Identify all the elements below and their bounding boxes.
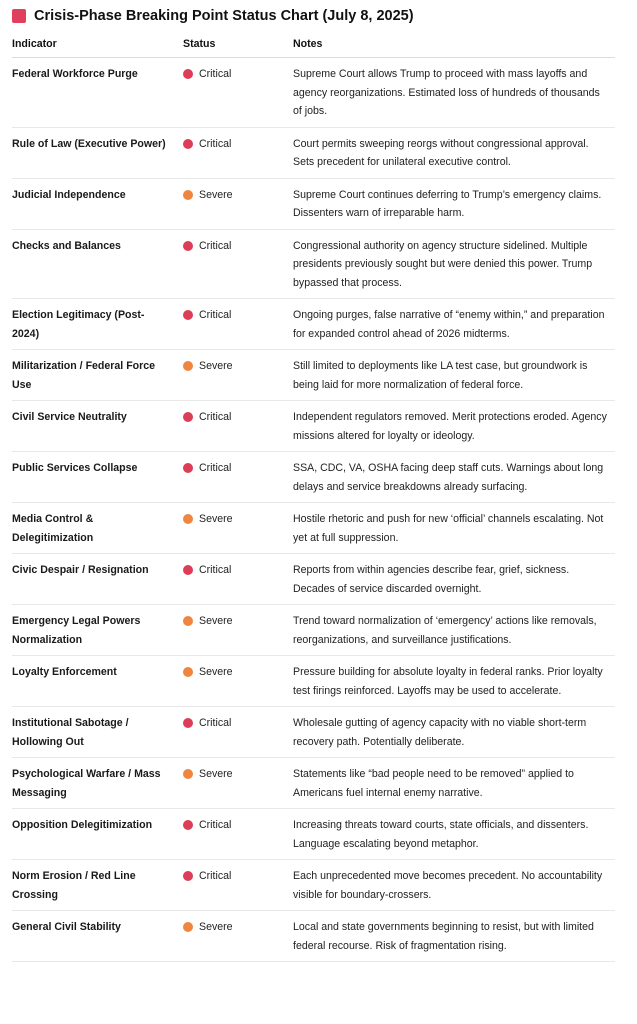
status-dot-icon: [183, 718, 193, 728]
table-row: [12, 758, 615, 809]
notes-cell: Supreme Court continues deferring to Trump’s emergency claims. Dissenters warn of irreparable harm.: [293, 178, 615, 229]
status-label: Severe: [199, 768, 233, 780]
table-header-row: [12, 31, 615, 58]
status-dot-icon: [183, 769, 193, 779]
notes-cell: Supreme Court allows Trump to proceed with mass layoffs and agency reorganizations. Estimated loss of hundreds of thousands of jobs.: [293, 58, 615, 128]
notes-cell: Independent regulators removed. Merit protections eroded. Agency missions altered for loyalty or ideology.: [293, 401, 615, 452]
status-cell: [183, 127, 293, 178]
status-badge: [183, 663, 233, 682]
status-label: Critical: [199, 68, 232, 80]
status-label: Severe: [199, 188, 233, 201]
indicator-cell: Federal Workforce Purge: [12, 58, 183, 128]
notes-cell: Reports from within agencies describe fear, grief, sickness. Decades of service discarded overnight.: [293, 554, 615, 605]
status-cell: [183, 911, 293, 962]
status-dot-icon: [183, 412, 193, 422]
status-cell: [183, 860, 293, 911]
notes-cell: Each unprecedented move becomes precedent. No accountability visible for boundary-crossers.: [293, 860, 615, 911]
status-label: Critical: [199, 137, 232, 150]
status-badge: [183, 714, 231, 733]
status-cell: [183, 758, 293, 809]
notes-cell: Congressional authority on agency structure sidelined. Multiple presidents previously sought but were denied this power. Trump bypassed that process.: [293, 229, 615, 299]
status-badge: [183, 561, 231, 580]
status-label: Critical: [199, 462, 232, 474]
table-row: [12, 452, 615, 503]
notes-cell: Statements like “bad people need to be removed” applied to Americans fuel internal enemy narrative.: [293, 758, 615, 809]
status-cell: [183, 58, 293, 128]
indicator-cell: Judicial Independence: [12, 178, 183, 229]
status-label: Critical: [199, 411, 232, 423]
status-badge: [183, 135, 231, 154]
indicator-cell: General Civil Stability: [12, 911, 183, 962]
status-badge: [183, 816, 231, 835]
indicator-cell: Media Control & Delegitimization: [12, 503, 183, 554]
indicator-cell: Loyalty Enforcement: [12, 656, 183, 707]
status-label: Severe: [199, 360, 233, 372]
table-row: [12, 178, 615, 229]
status-cell: [183, 452, 293, 503]
red-square-icon: [12, 9, 26, 23]
indicator-cell: Checks and Balances: [12, 229, 183, 299]
notes-cell: Pressure building for absolute loyalty in federal ranks. Prior loyalty test firings reinforced. Layoffs may be used to accelerate.: [293, 656, 615, 707]
table-row: [12, 860, 615, 911]
status-dot-icon: [183, 139, 193, 149]
status-table: [12, 31, 615, 962]
status-cell: [183, 229, 293, 299]
table-row: [12, 605, 615, 656]
notes-cell: Trend toward normalization of ‘emergency’ actions like removals, reorganizations, and surveillance justifications.: [293, 605, 615, 656]
table-row: [12, 401, 615, 452]
status-dot-icon: [183, 820, 193, 830]
column-header-indicator: Indicator: [12, 31, 183, 58]
status-cell: [183, 605, 293, 656]
column-header-notes: Notes: [293, 31, 615, 58]
status-badge: [183, 357, 233, 376]
indicator-cell: Civic Despair / Resignation: [12, 554, 183, 605]
table-row: [12, 229, 615, 299]
status-badge: [183, 510, 233, 529]
status-cell: [183, 503, 293, 554]
table-row: [12, 58, 615, 128]
notes-cell: Ongoing purges, false narrative of “enemy within,” and preparation for expanded control ahead of 2026 midterms.: [293, 299, 615, 350]
status-cell: [183, 401, 293, 452]
indicator-cell: Militarization / Federal Force Use: [12, 350, 183, 401]
status-badge: [183, 918, 233, 937]
status-dot-icon: [183, 922, 193, 932]
title-row: [12, 6, 615, 25]
table-row: [12, 554, 615, 605]
status-label: Severe: [199, 513, 233, 525]
status-dot-icon: [183, 871, 193, 881]
table-row: [12, 707, 615, 758]
status-dot-icon: [183, 565, 193, 575]
indicator-cell: Institutional Sabotage / Hollowing Out: [12, 707, 183, 758]
table-row: [12, 656, 615, 707]
status-dot-icon: [183, 514, 193, 524]
notes-cell: SSA, CDC, VA, OSHA facing deep staff cuts. Warnings about long delays and service breakdowns already surfacing.: [293, 452, 615, 503]
indicator-cell: Opposition Delegitimization: [12, 809, 183, 860]
status-cell: [183, 656, 293, 707]
status-label: Critical: [199, 717, 232, 729]
status-label: Severe: [199, 615, 233, 627]
indicator-cell: Psychological Warfare / Mass Messaging: [12, 758, 183, 809]
table-row: [12, 911, 615, 962]
status-dot-icon: [183, 667, 193, 677]
status-dot-icon: [183, 241, 193, 251]
table-row: [12, 350, 615, 401]
indicator-cell: Emergency Legal Powers Normalization: [12, 605, 183, 656]
status-dot-icon: [183, 361, 193, 371]
status-dot-icon: [183, 190, 193, 200]
indicator-cell: Public Services Collapse: [12, 452, 183, 503]
status-badge: [183, 186, 233, 205]
status-dot-icon: [183, 310, 193, 320]
notes-cell: Local and state governments beginning to resist, but with limited federal recourse. Risk of fragmentation rising.: [293, 911, 615, 962]
status-dot-icon: [183, 616, 193, 626]
notes-cell: Court permits sweeping reorgs without congressional approval. Sets precedent for unilateral executive control.: [293, 127, 615, 178]
status-cell: [183, 299, 293, 350]
indicator-cell: Norm Erosion / Red Line Crossing: [12, 860, 183, 911]
table-row: [12, 299, 615, 350]
notes-cell: Increasing threats toward courts, state officials, and dissenters. Language escalating beyond metaphor.: [293, 809, 615, 860]
status-badge: [183, 237, 231, 256]
status-cell: [183, 554, 293, 605]
column-header-status: Status: [183, 31, 293, 58]
status-badge: [183, 408, 231, 427]
status-dot-icon: [183, 463, 193, 473]
notes-cell: Wholesale gutting of agency capacity with no viable short-term recovery path. Potentially deliberate.: [293, 707, 615, 758]
table-body: [12, 58, 615, 962]
status-label: Critical: [199, 819, 232, 831]
status-label: Severe: [199, 921, 233, 933]
indicator-cell: Rule of Law (Executive Power): [12, 127, 183, 178]
table-row: [12, 809, 615, 860]
status-label: Critical: [199, 870, 232, 882]
status-cell: [183, 809, 293, 860]
notes-cell: Hostile rhetoric and push for new ‘official’ channels escalating. Not yet at full suppression.: [293, 503, 615, 554]
status-label: Severe: [199, 666, 233, 678]
status-badge: [183, 65, 231, 84]
status-label: Critical: [199, 239, 232, 252]
status-badge: [183, 459, 231, 478]
status-badge: [183, 306, 231, 325]
status-cell: [183, 178, 293, 229]
status-label: Critical: [199, 309, 232, 321]
status-cell: [183, 707, 293, 758]
status-badge: [183, 612, 233, 631]
indicator-cell: Election Legitimacy (Post-2024): [12, 299, 183, 350]
page-title: Crisis-Phase Breaking Point Status Chart (July 8, 2025): [34, 7, 414, 24]
table-row: [12, 503, 615, 554]
status-badge: [183, 867, 231, 886]
status-badge: [183, 765, 233, 784]
indicator-cell: Civil Service Neutrality: [12, 401, 183, 452]
status-cell: [183, 350, 293, 401]
table-row: [12, 127, 615, 178]
notes-cell: Still limited to deployments like LA test case, but groundwork is being laid for more normalization of federal force.: [293, 350, 615, 401]
status-dot-icon: [183, 69, 193, 79]
status-label: Critical: [199, 564, 232, 576]
